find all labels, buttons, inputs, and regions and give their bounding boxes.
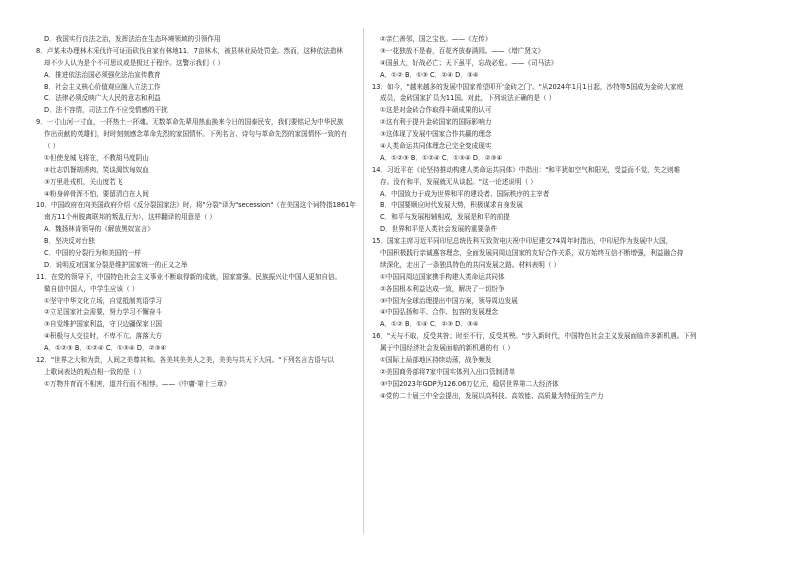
- text-line: ④中国弘扬和平、合作、包容的发展理念: [380, 308, 499, 317]
- text-line: ③自觉维护国家利益，守卫边疆保家卫国: [44, 320, 163, 329]
- text-line: ③中国为全球治理提出中国方案，领导周边发展: [380, 296, 518, 305]
- text-line: 14．习近平在《论坚持推动构建人类命运共同体》中指出："和平犹如空气和阳光，受益而不觉，失之则难: [372, 165, 681, 174]
- text-line: 10．中国政府在向美国政府介绍《反分裂国家法》时，将"分裂"译为"secession"（在美国这个词特指1861年: [36, 201, 356, 210]
- text-line: D．法不容情，司法工作不应受情感的干扰: [44, 106, 168, 115]
- text-line: D．世界和平是人类社会发展的重要条件: [380, 225, 498, 234]
- text-line: A．①②③ B．①②④ C．①③④ D．②③④: [44, 344, 167, 353]
- text-line: ③万里赴戎机，关山度若飞: [44, 177, 123, 186]
- text-line: 11．在党的领导下，中国特色社会主义事业不断取得新的成就，国家富强、民族振兴让中国人更加自信。: [36, 272, 342, 281]
- text-line: B．中国要顺应时代发展大势，积极谋求自身发展: [380, 201, 523, 210]
- text-line: A．推进依法治国必须强化法治宣传教育: [44, 70, 161, 79]
- text-line: A．中国致力于成为世界和平的建设者、国际秩序的主宰者: [380, 189, 550, 198]
- text-line: ①国际上局部地区持续动荡，战争频发: [380, 356, 492, 365]
- column-divider: [363, 28, 364, 534]
- text-line: ④粉身碎骨浑不怕，要留清白在人间: [44, 189, 149, 198]
- text-line: ④国虽大，好战必亡；天下虽平，忘战必危。——《司马法》: [380, 58, 558, 67]
- text-line: D．我国实行良法之治，发挥法治在生态环境领域的引领作用: [44, 35, 221, 43]
- text-line: C．法律必须反映广大人民的意志和利益: [44, 94, 161, 103]
- text-line: ②亲仁善邻，国之宝也。——《左传》: [380, 35, 492, 43]
- text-line: （ ）: [44, 142, 60, 151]
- text-line: 存。没有和平，发展就无从谈起。"这一论述说明（ ）: [380, 177, 537, 186]
- right-column: [372, 34, 724, 403]
- text-line: C．中国的分裂行为和美国的一样: [44, 249, 141, 258]
- text-line: ③一花独放不是春，百花齐放春满园。——《增广贤文》: [380, 46, 545, 55]
- text-line: B．社会主义核心价值观应融入立法工作: [44, 82, 161, 91]
- text-line: ③中国2023年GDP为126.06万亿元，稳居世界第二大经济体: [380, 379, 559, 388]
- text-line: 南方11个州脱离联邦的叛乱行为），这样翻译的用意是（ ）: [44, 213, 217, 222]
- text-line: 9．一寸山河一寸血，一抔热土一抔魂。无数革命先辈用热血换来今日的国泰民安，我们要铭记为中华民族: [36, 118, 344, 127]
- text-line: 16．"天与不取，反受其咎；时至不行，反受其殃。"步入新时代，中国特色社会主义发展面临许多新机遇。下列: [372, 332, 697, 341]
- text-line: ④党的二十届三中全会提出，发展以高科技、高效能、高质量为特征的生产力: [380, 391, 604, 400]
- text-line: C．和平与发展相辅相成，发展是和平的前提: [380, 213, 510, 222]
- text-line: ①这是对金砖合作取得丰硕成果的认可: [380, 106, 492, 115]
- text-line: A．①②③ B．①②④ C．①③④ D．②③④: [380, 153, 503, 162]
- text-line: 12．"世界之大和为贵，人间之美尊其和。各美其美美人之美，美美与共天下大同。"下列名言古语与以: [36, 356, 334, 365]
- text-line: 13．如今，"越来越多的发展中国家希望叩开'金砖之门'。"从2024年1月1日起，沙特等5国成为金砖大家庭: [372, 82, 684, 91]
- text-line: ②壮志饥餐胡虏肉，笑谈渴饮匈奴血: [44, 165, 149, 174]
- text-line: ④人类命运共同体理念已完全变成现实: [380, 142, 492, 151]
- text-line: 却不少人认为是个不可思议或是极过于程序。这警示我们（ ）: [44, 58, 225, 67]
- text-line: ②美国商务部将7家中国实体列入出口管制清单: [380, 367, 516, 376]
- text-line: ①中国同周边国家携手构建人类命运共同体: [380, 272, 505, 281]
- text-line: ②各国根本利益达成一致，解决了一切纷争: [380, 284, 505, 293]
- text-line: 8．卢某未办理林木采伐许可证而砍伐自家有林地11．7亩林木，被县林业局处罚金。然而，这种依法造林: [36, 46, 343, 55]
- text-line: ③这体现了发展中国家合作共赢的理念: [380, 130, 492, 139]
- text-line: 中国积极践行亲诚惠容理念，全面发展同周边国家的友好合作关系，双方始终互信不断增强，利益融合持: [380, 249, 684, 258]
- text-line: 属于中国经济社会发展面临的新机遇的有（ ）: [380, 344, 514, 353]
- text-line: ①坚守中华文化立场，自觉抵制英语学习: [44, 296, 163, 305]
- text-line: 做自信中国人，中学生应该（ ）: [44, 284, 139, 293]
- text-line: ④积极与人交往时，不卑不亢、落落大方: [44, 332, 163, 341]
- text-line: 上歌词表达的观点相一致的是（ ）: [44, 367, 146, 376]
- text-line: 15．国家主席习近平同印尼总统佐科互致贺电庆祝中印尼建交74周年时指出，中印尼作为发展中大国，: [372, 237, 673, 246]
- text-line: ①万物并育而不相害，道并行而不相悖。——《中庸·第十三章》: [44, 379, 231, 388]
- text-line: ②立足国家社会需要，努力学习不懈奋斗: [44, 308, 163, 317]
- text-line: ①但使龙城飞将在，不教胡马度阴山: [44, 153, 149, 162]
- left-column: [36, 34, 376, 391]
- text-line: 续深化，走出了一条独具特色的共同发展之路。材料表明（ ）: [380, 260, 561, 269]
- text-line: D．说明反对国家分裂是维护国家统一的正义之举: [44, 260, 188, 269]
- text-line: ②这有利于提升金砖国家的国际影响力: [380, 118, 492, 127]
- text-line: 作出贡献的英雄们，时时刻刻感念革命先烈的家国情怀。下列名言、诗句与革命先烈的家国情怀一致的有: [44, 130, 348, 139]
- text-line: A．①② B．①③ C．②④ D．③④: [380, 70, 479, 79]
- text-line: A．魏扬林肯领导的《解放黑奴宣言》: [44, 225, 155, 234]
- text-line: B．坚决反对台独: [44, 237, 95, 246]
- text-line: 成员，金砖国家扩员为11国。对此，下列说法正确的是（ ）: [380, 94, 556, 103]
- text-line: A．①② B．①④ C．②③ D．③④: [380, 320, 479, 329]
